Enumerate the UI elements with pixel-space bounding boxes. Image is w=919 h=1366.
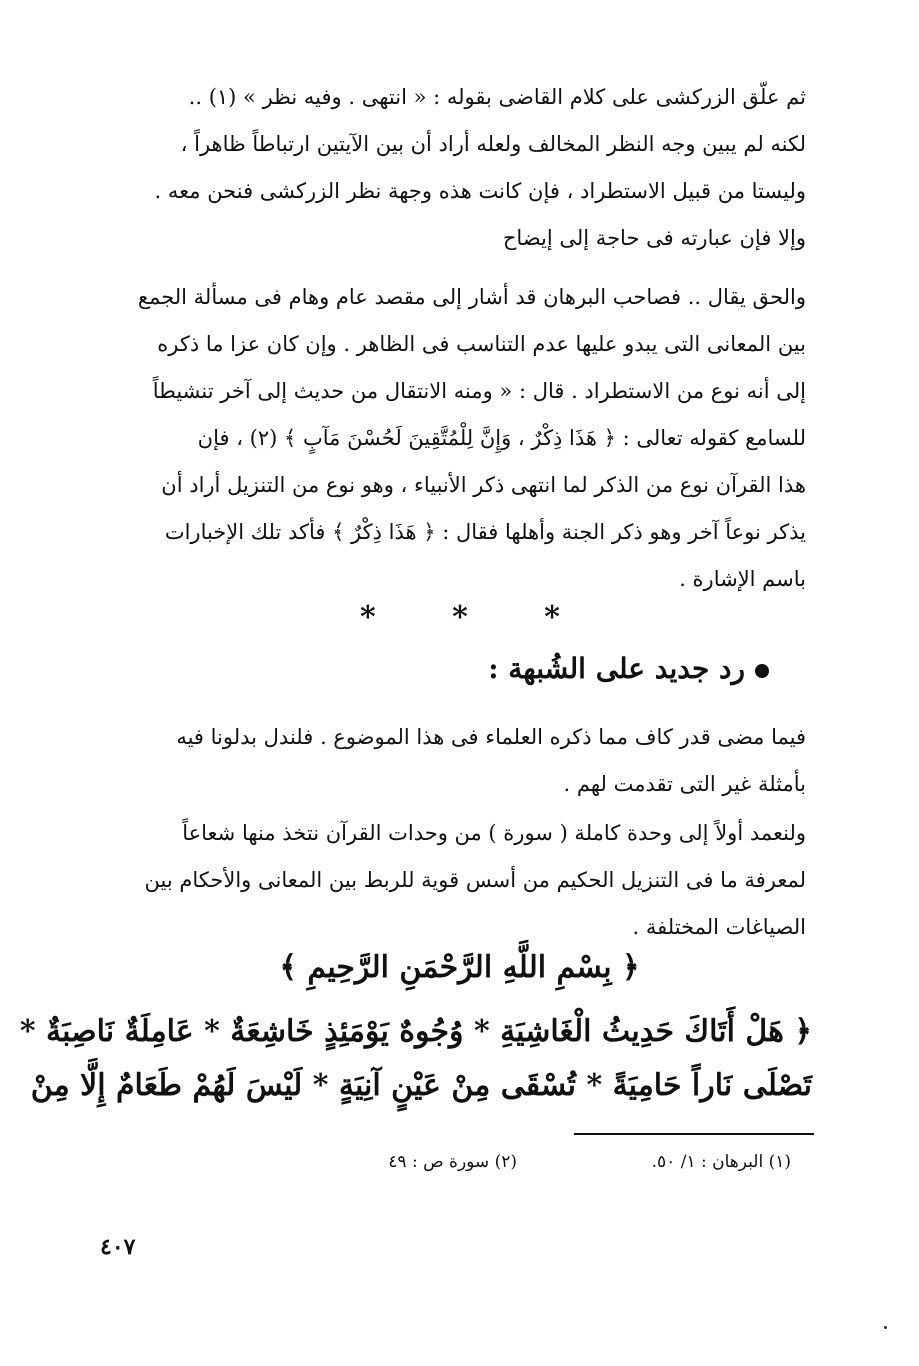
paragraph-2-line: باسم الإشارة .: [679, 567, 806, 591]
section-heading: [488, 652, 769, 685]
separator-star: *: [544, 600, 560, 635]
paragraph-2: [98, 274, 806, 603]
paragraph-2-line: يذكر نوعاً آخر وهو ذكر الجنة وأهلها فقال : ﴿ هَذَا ذِكْرٌ ﴾ فأكد تلك الإخبارات: [164, 520, 806, 544]
footnote-2: (٢) سورة ص : ٤٩: [388, 1152, 517, 1172]
separator-star: *: [360, 600, 376, 635]
paragraph-2-line: إلى أنه نوع من الاستطراد . قال : « ومنه الانتقال من حديث إلى آخر تنشيطاً: [152, 379, 806, 403]
paragraph-2-line: هذا القرآن نوع من الذكر لما انتهى ذكر الأنبياء ، وهو نوع من التنزيل أراد أن: [161, 473, 806, 497]
section-separator: [360, 600, 560, 635]
paragraph-1-line: وليستا من قبيل الاستطراد ، فإن كانت هذه وجهة نظر الزركشى فنحن معه .: [154, 179, 806, 203]
paragraph-1-line: ثم علّق الزركشى على كلام القاضى بقوله : « انتهى . وفيه نظر » (١) ..: [188, 85, 806, 109]
paragraph-4-line: لمعرفة ما فى التنزيل الحكيم من أسس قوية للربط بين المعانى والأحكام بين: [144, 868, 806, 892]
paragraph-3-line: بأمثلة غير التى تقدمت لهم .: [563, 772, 806, 796]
paragraph-2-line: بين المعانى التى يبدو عليها عدم التناسب فى الظاهر . وإن كان عزا ما ذكره: [157, 332, 806, 356]
paragraph-1-line: وإلا فإن عبارته فى حاجة إلى إيضاح: [502, 226, 806, 250]
paragraph-2-line: والحق يقال .. فصاحب البرهان قد أشار إلى مقصد عام وهام فى مسألة الجمع: [137, 285, 806, 309]
scan-speck: [884, 1326, 887, 1329]
paragraph-4-line: ولنعمد أولاً إلى وحدة كاملة ( سورة ) من وحدات القرآن نتخذ منها شعاعاً: [182, 821, 806, 845]
paragraph-3-line: فيما مضى قدر كاف مما ذكره العلماء فى هذا الموضوع . فلندل بدلونا فيه: [176, 725, 806, 749]
footnote-divider: [574, 1133, 814, 1135]
basmala: ﴿ بِسْمِ اللَّهِ الرَّحْمَنِ الرَّحِيمِ ﴾: [279, 950, 640, 985]
paragraph-3: [98, 714, 806, 808]
quran-verse-line: ﴿ هَلْ أَتَاكَ حَدِيثُ الْغَاشِيَةِ * وُجُوهٌ يَوْمَئِذٍ خَاشِعَةٌ * عَامِلَةٌ نَاصِبَةٌ *: [19, 1014, 812, 1049]
paragraph-1-line: لكنه لم يبين وجه النظر المخالف ولعله أراد أن بين الآيتين ارتباطاً ظاهراً ،: [180, 132, 806, 156]
bullet-icon: [755, 664, 769, 678]
paragraph-2-line: للسامع كقوله تعالى : ﴿ هَذَا ذِكْرٌ ، وَإِنَّ لِلْمُتَّقِينَ لَحُسْنَ مَآبٍ ﴾ (٢) ، فإن: [197, 426, 806, 450]
quran-verse-line: تَصْلَى نَاراً حَامِيَةً * تُسْقَى مِنْ عَيْنٍ آنِيَةٍ * لَيْسَ لَهُمْ طَعَامٌ إِلَّا مِنْ: [30, 1068, 812, 1103]
footnote-1: (١) البرهان : ١/ ٥٠.: [651, 1152, 791, 1172]
separator-star: *: [452, 600, 468, 635]
paragraph-4-line: الصياغات المختلفة .: [632, 915, 806, 939]
section-heading-text: رد جديد على الشُبهة :: [488, 652, 745, 685]
paragraph-1: [98, 74, 806, 262]
paragraph-4: [98, 810, 806, 951]
page-number: ٤٠٧: [100, 1234, 136, 1260]
